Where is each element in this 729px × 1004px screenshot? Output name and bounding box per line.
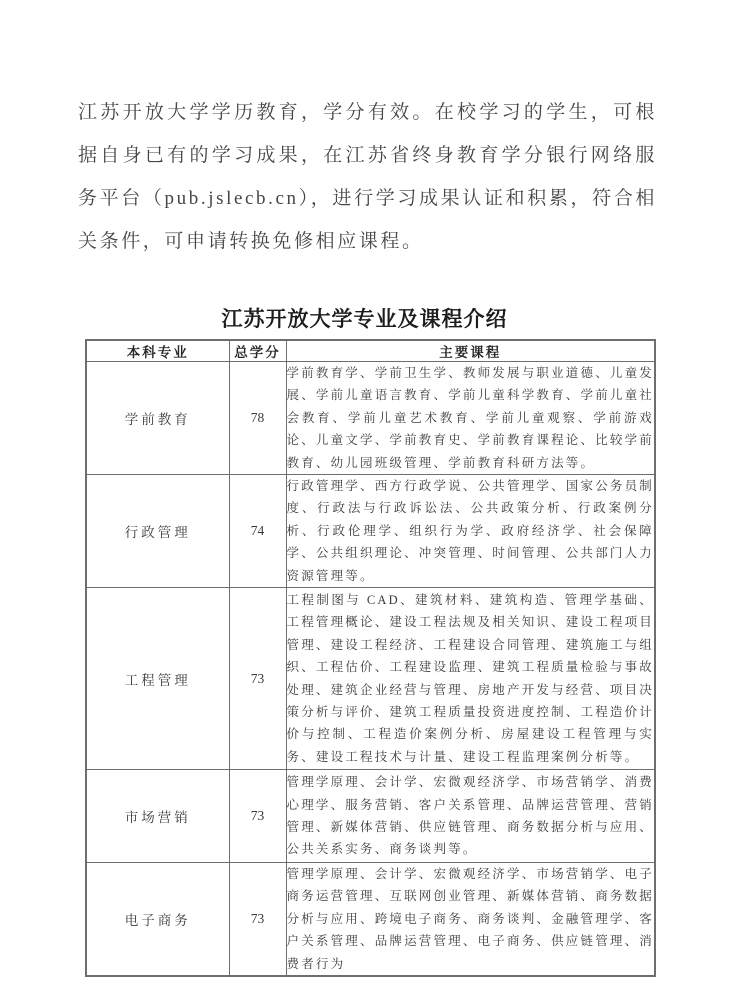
major-cell: 学前教育 <box>86 362 229 475</box>
credits-cell: 74 <box>229 475 286 588</box>
courses-cell: 学前教育学、学前卫生学、教师发展与职业道德、儿童发展、学前儿童语言教育、学前儿童科学教育、学前儿童社会教育、学前儿童艺术教育、学前儿童观察、学前游戏论、儿童文学、学前教育史、学前教育课程论、比较学前教育、幼儿园班级管理、学前教育科研方法等。 <box>286 362 655 475</box>
header-credits: 总学分 <box>229 340 286 362</box>
table-row <box>86 362 655 475</box>
courses-cell: 管理学原理、会计学、宏微观经济学、市场营销学、消费心理学、服务营销、客户关系管理、品牌运营管理、营销管理、新媒体营销、供应链管理、商务数据分析与应用、公共关系实务、商务谈判等。 <box>286 770 655 863</box>
courses-cell: 行政管理学、西方行政学说、公共管理学、国家公务员制度、行政法与行政诉讼法、公共政策分析、行政案例分析、行政伦理学、组织行为学、政府经济学、社会保障学、公共组织理论、冲突管理、时间管理、公共部门人力资源管理等。 <box>286 475 655 588</box>
table-row <box>86 475 655 588</box>
header-courses: 主要课程 <box>286 340 655 362</box>
header-major: 本科专业 <box>86 340 229 362</box>
major-cell: 市场营销 <box>86 770 229 863</box>
table-header-row <box>86 340 655 362</box>
table-row <box>86 588 655 770</box>
courses-cell: 管理学原理、会计学、宏微观经济学、市场营销学、电子商务运营管理、互联网创业管理、新媒体营销、商务数据分析与应用、跨境电子商务、商务谈判、金融管理学、客户关系管理、品牌运营管理、电子商务、供应链管理、消费者行为 <box>286 863 655 977</box>
credits-cell: 78 <box>229 362 286 475</box>
table-title: 江苏开放大学专业及课程介绍 <box>221 308 508 331</box>
credits-cell: 73 <box>229 863 286 977</box>
table-row <box>86 770 655 863</box>
intro-paragraph: 江苏开放大学学历教育，学分有效。在校学习的学生，可根据自身已有的学习成果，在江苏省终身教育学分银行网络服务平台（pub.jslecb.cn），进行学习成果认证和积累，符合相关条件，可申请转换免修相应课程。 <box>78 102 657 252</box>
table-row <box>86 863 655 977</box>
major-cell: 行政管理 <box>86 475 229 588</box>
majors-courses-table <box>85 339 656 977</box>
major-cell: 工程管理 <box>86 588 229 770</box>
credits-cell: 73 <box>229 588 286 770</box>
credits-cell: 73 <box>229 770 286 863</box>
major-cell: 电子商务 <box>86 863 229 977</box>
courses-cell: 工程制图与 CAD、建筑材料、建筑构造、管理学基础、工程管理概论、建设工程法规及相关知识、建设工程项目管理、建设工程经济、工程建设合同管理、建筑施工与组织、工程估价、工程建设监理、建筑工程质量检验与事故处理、建筑企业经营与管理、房地产开发与经营、项目决策分析与评价、建筑工程质量投资进度控制、工程造价计价与控制、工程造价案例分析、房屋建设工程管理与实务、建设工程技术与计量、建设工程监理案例分析等。 <box>286 588 655 770</box>
